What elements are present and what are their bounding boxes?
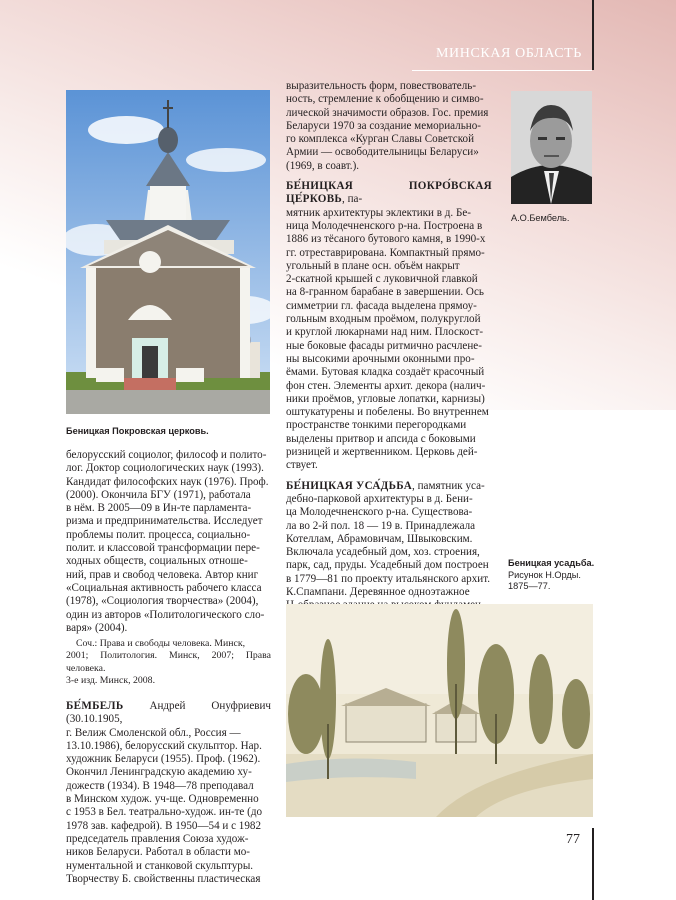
text-line: 13.10.1986), белорусский скульптор. Нар. [66, 739, 262, 752]
text-line: Котеллам, Абрамовичам, Швыковским. [286, 532, 473, 545]
text-line: гольным входным проёмом, полукруглой [286, 313, 481, 326]
right-column [286, 80, 492, 639]
text-line: ризма и предпринимательства. Исследует [66, 515, 263, 528]
text-line: ёмами. Бутовая кладка создаёт красочный [286, 366, 485, 379]
footer-vertical-rule [592, 828, 594, 900]
entry-headword: БЕ́НИЦКАЯ УСА́ДЬБА [286, 479, 413, 492]
works-line: 2001; Политология. Минск, 2007; Права человека. [66, 650, 271, 674]
text-line: Включала усадебный дом, хоз. строения, [286, 546, 480, 559]
text-line: в 1779—81 по проекту итальянского архит. [286, 572, 490, 585]
text-line: ризницей и жертвенником. Церковь дей- [286, 446, 478, 459]
text-line: нументальной и станковой скульптуры. [66, 859, 254, 872]
text-line: , памятник уса- [412, 479, 485, 492]
text-line: го комплекса «Курган Славы Советской [286, 133, 475, 146]
text-line: (1969, в соавт.). [286, 159, 360, 172]
text-line: (1978), «Социология творчества» (2004), [66, 595, 259, 608]
text-line: с 1953 в Бел. театрально-худож. ин-те (до [66, 806, 263, 819]
text-line: угольный в плане осн. объём накрыт [286, 259, 460, 272]
text-line: , па- [342, 193, 363, 206]
text-line: ний, прав и свобод человека. Автор книг [66, 568, 259, 581]
page-number: 77 [566, 832, 580, 847]
text-line: и круглой люкарнами над ним. Плоскост- [286, 326, 484, 339]
church-photo [66, 90, 270, 414]
text-line: полит. и классовой трансформации пере- [66, 542, 260, 555]
text-line: ствует. [286, 459, 318, 472]
header-rule [412, 70, 592, 71]
works-list [66, 638, 271, 687]
text-line: ность, стремление к обобщению и симво- [286, 93, 484, 106]
entry-headword: БЕ́НИЦКАЯ ПОКРО́ВСКАЯ ЦЕ́РКОВЬ [286, 180, 492, 206]
text-line: выразительность форм, повествователь- [286, 80, 477, 92]
church-entry [286, 180, 492, 473]
text-line: ла во 2-й пол. 18 — 19 в. Принадлежала [286, 519, 476, 532]
text-line: Беларуси 1970 за создание мемориально- [286, 119, 481, 132]
running-header-region: МИНСКАЯ ОБЛАСТЬ [436, 46, 582, 61]
text-line: 1886 из тёсаного бутового камня, в 1990-х [286, 233, 486, 246]
text-line: варя» (2004). [66, 621, 128, 634]
text-line: Андрей Онуфриевич (30.10.1905, [66, 699, 271, 726]
text-line: Кандидат философских наук (1976). Проф. [66, 475, 269, 488]
text-line: пространстве тонкими перегородками [286, 419, 467, 432]
text-line: г. Велиж Смоленской обл., Россия — [66, 726, 241, 739]
text-line: председатель правления Союза худож- [66, 832, 249, 845]
text-line: белорусский социолог, философ и полито- [66, 449, 267, 461]
text-line: в нём. В 2005—09 в Ин-те парламента- [66, 502, 252, 515]
text-line: лической значимости образов. Гос. премия [286, 106, 489, 119]
text-line: ников Беларуси. Работал в области мо- [66, 846, 250, 859]
text-line: ходных обществ, социальных отноше- [66, 555, 248, 568]
text-line: дожеств (1934). В 1948—78 преподавал [66, 779, 254, 792]
text-line: фон стен. Элементы архит. декора (налич- [286, 379, 486, 392]
text-line: парк, сад, пруды. Усадебный дом построен [286, 559, 489, 572]
sociologist-entry [66, 449, 271, 635]
text-line: ница Молодечненского р-на. Построена в [286, 219, 483, 232]
text-line: выделены притвор и апсида с боковыми [286, 432, 476, 445]
text-line: 1978 зав. кафедрой). В 1950—54 и с 1982 [66, 819, 261, 832]
text-line: гг. отреставрирована. Компактный прямо- [286, 246, 485, 259]
text-line: один из авторов «Политологического сло- [66, 608, 265, 621]
works-line: Соч.: Права и свободы человека. Минск, [76, 638, 246, 650]
text-line: мятник архитектуры эклектики в д. Бе- [286, 206, 471, 219]
text-line: ны высокими арочными оконными про- [286, 352, 475, 365]
bembel-portrait-photo [511, 91, 592, 204]
bembel-entry [66, 700, 271, 886]
text-line: ные боковые фасады ритмично расчлене- [286, 339, 482, 352]
text-line: «Социальная активность рабочего класса [66, 581, 262, 594]
estate-drawing [286, 604, 593, 817]
text-line: дебно-парковой архитектуры в д. Бени- [286, 492, 473, 505]
text-line: ца Молодечненского р-на. Существова- [286, 506, 473, 519]
text-line: в Минском худож. уч-ще. Одновременно [66, 793, 259, 806]
portrait-caption: А.О.Бембель. [511, 213, 570, 223]
text-line: лог. Доктор социологических наук (1993). [66, 462, 264, 475]
text-line: симметрии гл. фасада выделена прямоу- [286, 299, 477, 312]
text-line: Армии — освободителыницы Беларуси» [286, 146, 479, 159]
text-line: проблемы полит. процесса, социально- [66, 528, 251, 541]
header-vertical-rule [592, 0, 594, 70]
works-line: 3-е изд. Минск, 2008. [66, 674, 156, 686]
entry-headword: БЕ́МБЕЛЬ [66, 699, 124, 712]
text-line: на 8-гранном барабане в завершении. Ось [286, 286, 484, 299]
text-line: К.Спампани. Деревянное одноэтажное [286, 585, 470, 598]
church-photo-caption: Беницкая Покровская церковь. [66, 426, 209, 436]
text-line: ники проёмов, угловые лопатки, карнизы) [286, 392, 485, 405]
left-column [66, 449, 271, 886]
text-line: художник Беларуси (1955). Проф. (1962). [66, 753, 261, 766]
text-line: Творчеству Б. свойственны пластическая [66, 872, 261, 885]
text-line: Окончил Ленинградскую академию ху- [66, 766, 252, 779]
text-line: оштукатурены и побелены. Во внутреннем [286, 406, 489, 419]
text-line: (2000). Окончила БГУ (1971), работала [66, 488, 251, 501]
bembel-entry-continued [286, 80, 492, 173]
text-line: 2-скатной крышей с луковичной главкой [286, 273, 478, 286]
estate-drawing-caption: Беницкая усадьба. Рисунок Н.Орды. 1875—77. [508, 558, 595, 591]
